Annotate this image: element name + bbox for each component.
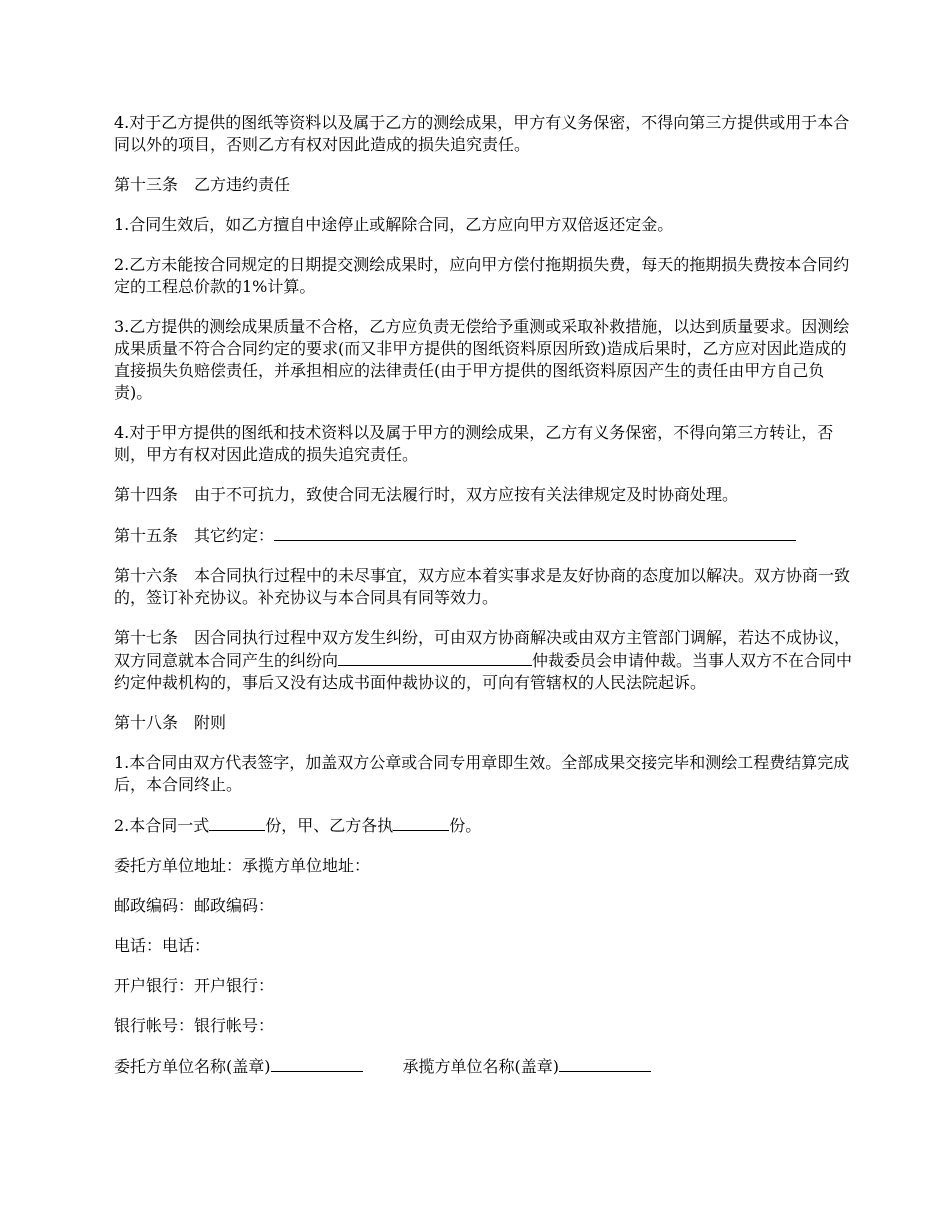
copies-total-blank bbox=[209, 814, 265, 831]
phone-line: 电话：电话： bbox=[114, 936, 211, 955]
clause-13-item-2: 2.乙方未能按合同规定的日期提交测绘成果时，应向甲方偿付拖期损失费，每天的拖期损失费按本合同约定的工程总价款的1%计算。 bbox=[114, 255, 850, 296]
contractor-signature-label: 承揽方单位名称(盖章) bbox=[402, 1057, 559, 1076]
clause-13-item-1: 1.合同生效后，如乙方擅自中途停止或解除合同，乙方应向甲方双倍返还定金。 bbox=[114, 215, 674, 234]
address-line: 委托方单位地址：承揽方单位地址： bbox=[114, 856, 371, 875]
clause-17 bbox=[114, 627, 854, 694]
client-signature bbox=[114, 1055, 363, 1078]
copies-text-b: 份，甲、乙方各执 bbox=[265, 816, 394, 835]
clause-18-item-2 bbox=[114, 814, 854, 837]
contractor-signature bbox=[403, 1055, 652, 1078]
client-signature-label: 委托方单位名称(盖章) bbox=[114, 1057, 271, 1076]
copies-text-c: 份。 bbox=[449, 816, 482, 835]
bank-line: 开户银行：开户银行： bbox=[114, 976, 275, 995]
signature-row bbox=[114, 1055, 854, 1078]
account-line: 银行帐号：银行帐号： bbox=[114, 1016, 275, 1035]
clause-13-heading: 第十三条 乙方违约责任 bbox=[114, 175, 291, 194]
clause-17-text-a: 第十七条 因合同执行过程中双方发生纠纷，可由双方协商解决或由双方主管部门调解，若达不成协议，双方同意就本合同产生的纠纷向 bbox=[114, 628, 851, 670]
clause-18-heading: 第十八条 附则 bbox=[114, 713, 227, 732]
postcode-line: 邮政编码：邮政编码： bbox=[114, 896, 275, 915]
copies-each-blank bbox=[393, 814, 449, 831]
other-agreement-blank bbox=[274, 524, 796, 541]
clause-17-text-b: 仲裁委员会申请仲裁。当事人双方不在合同中约定仲裁机构的，事后又没有达成书面仲裁协议的，可向有管辖权的人民法院起诉。 bbox=[114, 651, 853, 692]
contractor-signature-blank bbox=[559, 1055, 651, 1072]
clause-16: 第十六条 本合同执行过程中的未尽事宜，双方应本着实事求是友好协商的态度加以解决。双方协商一致的，签订补充协议。补充协议与本合同具有同等效力。 bbox=[114, 566, 851, 607]
arbitration-blank bbox=[338, 649, 532, 666]
clause-15 bbox=[114, 524, 854, 547]
clause-13-item-4: 4.对于甲方提供的图纸和技术资料以及属于甲方的测绘成果，乙方有义务保密，不得向第三方转让，否则，甲方有权对因此造成的损失追究责任。 bbox=[114, 423, 834, 464]
clause-15-label: 第十五条 其它约定： bbox=[114, 526, 275, 545]
clause-12-item-4: 4.对于乙方提供的图纸等资料以及属于乙方的测绘成果，甲方有义务保密，不得向第三方提供或用于本合同以外的项目，否则乙方有权对因此造成的损失追究责任。 bbox=[114, 113, 850, 154]
client-signature-blank bbox=[271, 1055, 363, 1072]
clause-13-item-3: 3.乙方提供的测绘成果质量不合格，乙方应负责无偿给予重测或采取补救措施，以达到质量要求。因测绘成果质量不符合合同约定的要求(而又非甲方提供的图纸资料原因所致)造成后果时，乙方应对因此造成的直接损失负赔偿责任，并承担相应的法律责任(由于甲方提供的图纸资料原因产生的责任由甲方自己负责)。 bbox=[114, 317, 850, 402]
contract-page bbox=[114, 112, 854, 1078]
copies-text-a: 2.本合同一式 bbox=[114, 816, 210, 835]
clause-18-item-1: 1.本合同由双方代表签字，加盖双方公章或合同专用章即生效。全部成果交接完毕和测绘工程费结算完成后，本合同终止。 bbox=[114, 753, 850, 794]
clause-14: 第十四条 由于不可抗力，致使合同无法履行时，双方应按有关法律规定及时协商处理。 bbox=[114, 485, 739, 504]
